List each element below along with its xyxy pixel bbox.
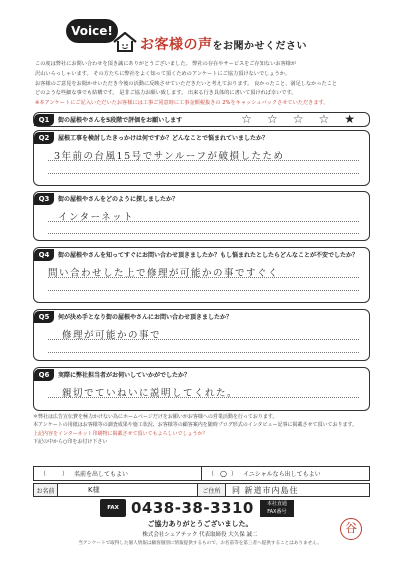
intro-line: どのような些細な事でも結構です。 是非ご協力お願い致します。 出来る行き具体的に書いて頂ければ幸いです。 <box>35 90 297 97</box>
intro-line: この度は弊社にお問い合わせを頂き誠にありがとうございました。 弊社の存在やサービスをご存知ないお客様が <box>35 61 297 67</box>
name-field[interactable]: K様 <box>58 484 198 496</box>
note-instruction: 下記の中から○印をお付け下さい <box>33 439 108 446</box>
fax-badge <box>260 500 294 517</box>
header <box>0 0 400 62</box>
option-bracket-open: （ <box>40 471 49 478</box>
answer-line <box>48 160 359 161</box>
thanks-message: ご協力ありがとうございました。 <box>147 520 253 528</box>
answer-line <box>48 397 359 398</box>
answer-text: 問い合わせした上で修理が可能かの事ですぐく <box>48 268 280 279</box>
question-box-q2 <box>33 130 370 186</box>
question-text: 屋根工事を検討したきっかけは何ですか？どんなことで悩まれていましたか？ <box>58 135 269 142</box>
question-number: Q1 <box>34 114 54 126</box>
note-line: ＊弊社は広告宣伝費を極力かけない為にホームページだけをお願いがお客様への営業活動を行っております。 <box>33 414 278 420</box>
star-icon[interactable]: ☆ <box>241 112 252 126</box>
fax-icon: FAX <box>100 499 126 517</box>
star-icon[interactable]: ☆ <box>318 112 330 126</box>
intro-text <box>35 60 380 109</box>
option-bracket-open: （ <box>208 471 217 478</box>
question-box-q1 <box>33 112 370 127</box>
fax-badge-line: 本社直通 <box>266 501 287 507</box>
answer-line <box>48 352 359 353</box>
fax-badge-line: FAX番号 <box>267 509 287 515</box>
question-text: 街の屋根やさんを知ってすぐにお問い合わせ頂きましたか？もし悩まれたとしたらどんなことが不安でしたか？ <box>58 252 359 259</box>
title-suffix: をお聞かせください <box>212 41 307 52</box>
seal-stamp: 谷 <box>340 518 362 540</box>
answer-line <box>48 233 359 234</box>
option-bracket-close: ） <box>231 471 240 478</box>
answer-line <box>48 339 359 340</box>
question-box-q5 <box>33 309 370 361</box>
privacy-note: 当アンケートで取得した個人情報は顧客個別に情報提供するもので、お名前等を第三者へ提供することはありません。 <box>78 541 322 546</box>
intro-line: 沢山いらっしゃいます。 その方たちに弊社をよく知って頂くためのアンケートにご協力頂けないでしょうか。 <box>35 70 291 77</box>
company-name: 株式会社シェアテック 代表取締役 大久保 誠二 <box>142 532 258 538</box>
answer-text: インターネット <box>58 212 135 223</box>
question-box-q4 <box>33 247 370 303</box>
question-number: Q4 <box>34 249 54 261</box>
consent-mark[interactable]: ○ <box>220 469 227 478</box>
star-filled-icon[interactable]: ★ <box>344 112 355 126</box>
question-box-q6 <box>33 367 370 411</box>
star-icon[interactable]: ☆ <box>266 112 278 126</box>
publication-notes <box>33 413 378 447</box>
star-icon[interactable]: ☆ <box>292 112 304 126</box>
address-field[interactable]: 同 新道市内島住 <box>232 485 299 495</box>
answer-text: 修理が可能かの事で <box>62 330 162 341</box>
question-number: Q6 <box>34 369 54 381</box>
question-box-q3 <box>33 191 370 241</box>
house-icon <box>112 30 138 54</box>
consent-option-name[interactable] <box>34 467 201 480</box>
note-line: 本アンケートの用紙はお客様等の調査成果や施工状況、お客様等の顧客案内を随時ブログ形式のインタビュー記事に掲載させて頂いております。 <box>33 422 358 429</box>
title-prefix: お客様の声 <box>140 37 213 53</box>
question-text: 実際に弊社担当者がお伺いしていかがでしたか？ <box>58 372 191 379</box>
consent-options <box>33 466 370 481</box>
consent-option-initial[interactable] <box>201 467 369 480</box>
consent-label: イニシャルなら出してもよい <box>243 471 321 478</box>
question-text: 街の屋根やさんを5段階で評価をお願いします <box>58 117 183 124</box>
customer-info-row <box>33 483 370 497</box>
cashback-note: ※本アンケートにご記入いただいたお客様には工事ご同意時に工事金額税抜きの 2%をキャッシュバックさせていただきます。 <box>35 100 329 107</box>
rating-stars[interactable] <box>241 113 355 126</box>
question-number: Q5 <box>34 311 54 323</box>
question-text: 街の屋根やさんをどのように探しましたか？ <box>58 196 179 203</box>
option-bracket-close: ） <box>62 471 71 478</box>
answer-line <box>48 173 359 174</box>
voice-badge: Voice! <box>66 19 118 43</box>
page-title <box>140 34 307 54</box>
answer-text: 3年前の台風15号でサンルーフが破損したため <box>54 151 285 162</box>
fax-number: 0438-38-3310 <box>131 499 254 517</box>
question-number: Q3 <box>34 193 54 205</box>
note-line: 上記内容をインターネット印刷物に掲載させて頂いてもよろしいでしょうか？ <box>33 430 208 437</box>
question-text: 何が決め手となり街の屋根やさんにお問い合わせ頂きましたか？ <box>58 314 233 321</box>
name-label: お名前 <box>34 484 58 496</box>
address-label: ご住所 <box>198 484 226 496</box>
answer-text: 親切でていねいに説明してくれた。 <box>62 388 239 399</box>
intro-line: お客様のご意見をお聞かせいただき今後の活動に反映させていただきたいと考えております。 良かったこと、満足しなかったこと <box>35 80 338 87</box>
answer-line <box>48 221 359 222</box>
fax-contact <box>100 498 340 518</box>
answer-line <box>48 277 359 278</box>
answer-line <box>48 290 359 291</box>
question-number: Q2 <box>34 132 54 144</box>
consent-label: 名前を出してもよい <box>74 471 129 478</box>
